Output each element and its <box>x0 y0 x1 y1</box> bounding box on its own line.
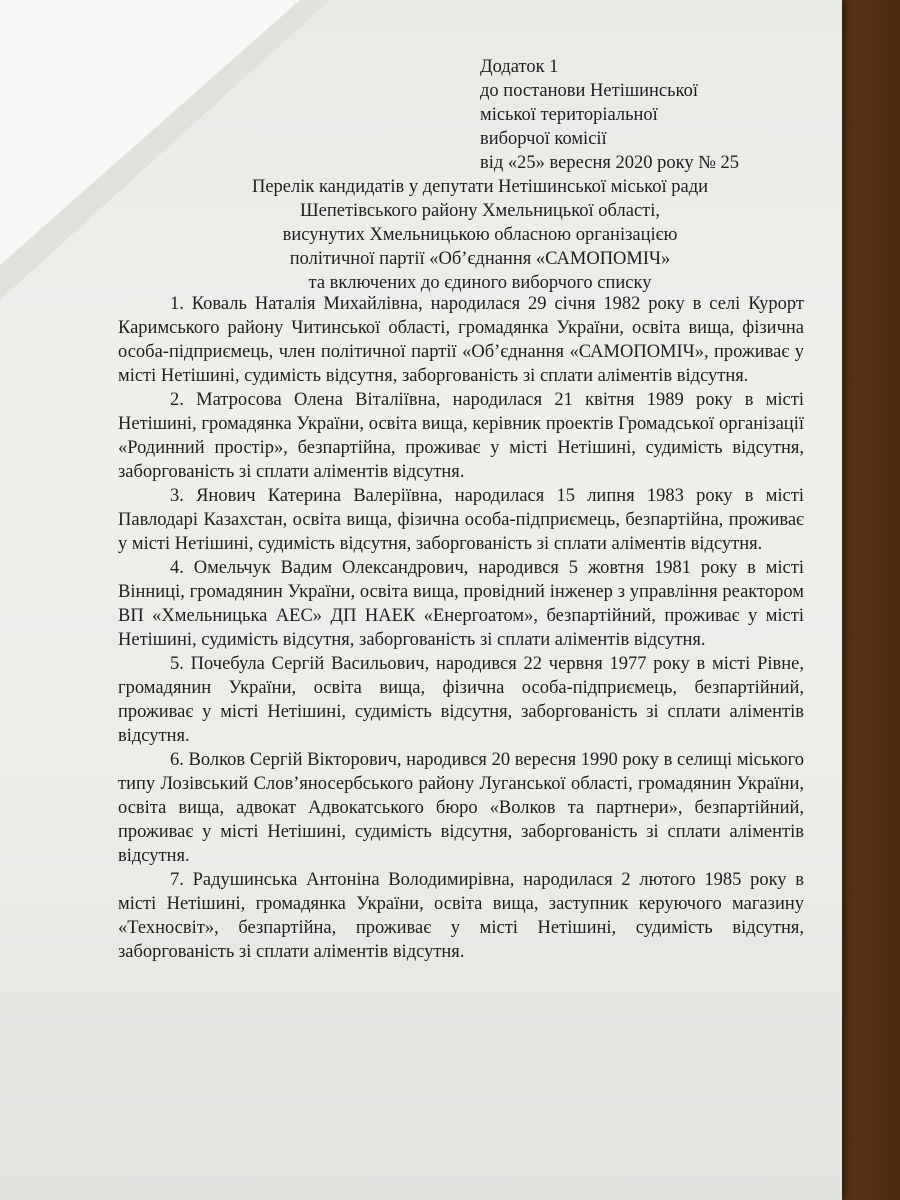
candidate-list <box>118 292 804 964</box>
title-line: політичної партії «Об’єднання «САМОПОМІЧ» <box>289 249 671 269</box>
candidate-entry-7: 7. Радушинська Антоніна Володимирівна, народилася 2 лютого 1985 року в місті Нетішині, громадянка України, освіта вища, заступник керуючого магазину «Техносвіт», безпартійна, проживає у місті Нетішині, судимість відсутня, заборгованість зі сплати аліментів відсутня. <box>118 870 804 962</box>
title-line: Перелік кандидатів у депутати Нетішинської міської ради <box>251 177 709 197</box>
annex-block <box>480 55 800 175</box>
candidate-entry-4: 4. Омельчук Вадим Олександрович, народився 5 жовтня 1981 року в місті Вінниці, громадянин України, освіта вища, провідний інженер з управління реактором ВП «Хмельницька АЕС» ДП НАЕК «Енергоатом», безпартійний, проживає у місті Нетішині, судимість відсутня, заборгованість зі сплати аліментів відсутня. <box>118 558 804 650</box>
annex-line: Додаток 1 <box>480 57 559 77</box>
candidate-entry-6: 6. Волков Сергій Вікторович, народився 20 вересня 1990 року в селищі міського типу Лозівський Слов’яносербського району Луганської області, громадянин України, освіта вища, адвокат Адвокатського бюро «Волков та партнери», безпартійний, проживає у місті Нетішині, судимість відсутня, заборгованість зі сплати аліментів відсутня. <box>118 750 804 866</box>
annex-line: виборчої комісії <box>480 129 607 149</box>
annex-line: від «25» вересня 2020 року № 25 <box>480 153 740 173</box>
title-line: висунутих Хмельницькою обласною організацією <box>282 225 678 245</box>
candidate-entry-2: 2. Матросова Олена Віталіївна, народилася 21 квітня 1989 року в місті Нетішині, громадянка України, освіта вища, керівник проектів Громадської організації «Родинний простір», безпартійна, проживає у місті Нетішині, судимість відсутня, заборгованість зі сплати аліментів відсутня. <box>118 390 804 482</box>
annex-line: до постанови Нетішинської <box>480 81 698 101</box>
title-line: та включених до єдиного виборчого списку <box>308 273 652 293</box>
candidate-entry-3: 3. Янович Катерина Валеріївна, народилася 15 липня 1983 року в місті Павлодарі Казахстан, освіта вища, фізична особа-підприємець, безпартійна, проживає у місті Нетішині, судимість відсутня, заборгованість зі сплати аліментів відсутня. <box>118 486 804 554</box>
candidate-entry-1: 1. Коваль Наталія Михайлівна, народилася 29 січня 1982 року в селі Курорт Каримського району Читинської області, громадянка України, освіта вища, фізична особа-підприємець, член політичної партії «Об’єднання «САМОПОМІЧ», проживає у місті Нетішині, судимість відсутня, заборгованість зі сплати аліментів відсутня. <box>118 294 804 386</box>
document-title <box>200 175 760 295</box>
annex-line: міської територіальної <box>480 105 658 125</box>
title-line: Шепетівського району Хмельницької області, <box>299 201 661 221</box>
candidate-entry-5: 5. Почебула Сергій Васильович, народився 22 червня 1977 року в місті Рівне, громадянин України, освіта вища, фізична особа-підприємець, безпартійний, проживає у місті Нетішині, судимість відсутня, заборгованість зі сплати аліментів відсутня. <box>118 654 804 746</box>
